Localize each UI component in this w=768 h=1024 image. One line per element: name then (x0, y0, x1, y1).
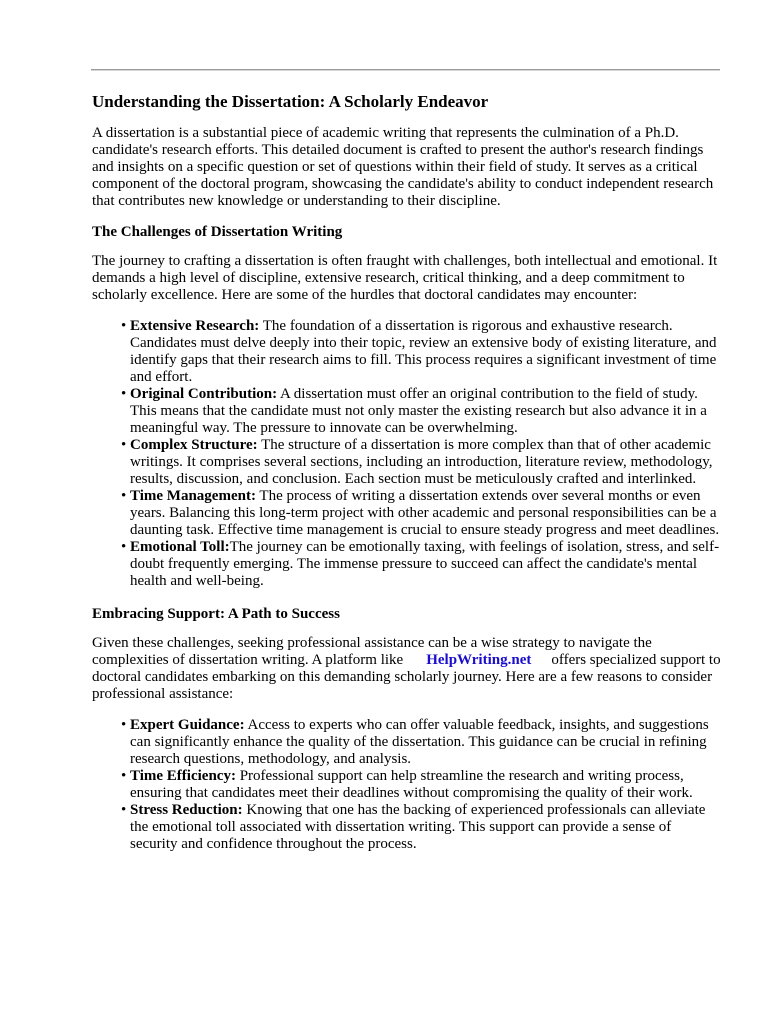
list-item (130, 386, 722, 437)
list-item-text: The journey can be emotionally taxing, with feelings of isolation, stress, and self-doubt frequently emerging. The immense pressure to succeed can affect the candidate's mental health and well-being. (130, 539, 720, 589)
article-content (92, 92, 722, 869)
challenges-list (92, 318, 722, 590)
support-intro-before: Given these challenges, seeking professional assistance can be a wise strategy to navigate the complexities of dissertation writing. A platform like (92, 635, 652, 668)
support-intro (92, 635, 722, 703)
intro-paragraph: A dissertation is a substantial piece of academic writing that represents the culmination of a Ph.D. candidate's research efforts. This detailed document is crafted to present the author's research findings and insights on a specific question or set of questions within their field of study. It serves as a critical component of the doctoral program, showcasing the candidate's ability to conduct independent research that contributes new knowledge or understanding to their discipline. (92, 125, 714, 209)
list-item (130, 539, 722, 590)
list-item (130, 437, 722, 488)
list-item-term: Time Management: (130, 488, 256, 504)
list-item-text: The foundation of a dissertation is rigorous and exhaustive research. Candidates must delve deeply into their topic, review an extensive body of existing literature, and identify gaps that their research aims to fill. This process requires a significant investment of time and effort. (130, 318, 717, 385)
challenges-intro: The journey to crafting a dissertation is often fraught with challenges, both intellectual and emotional. It demands a high level of discipline, extensive research, critical thinking, and a deep commitment to scholarly excellence. Here are some of the hurdles that doctoral candidates may encounter: (92, 253, 718, 303)
list-item-term: Extensive Research: (130, 318, 260, 334)
support-heading: Embracing Support: A Path to Success (92, 606, 340, 622)
list-item (130, 768, 722, 802)
list-item-term: Emotional Toll: (130, 539, 230, 555)
support-intro-after: offers specialized support to doctoral candidates embarking on this demanding scholarly journey. Here are a few reasons to consider professional assistance: (92, 652, 721, 702)
list-item-term: Original Contribution: (130, 386, 278, 402)
list-item-term: Complex Structure: (130, 437, 258, 453)
list-item (130, 318, 722, 386)
page-title: Understanding the Dissertation: A Scholarly Endeavor (92, 92, 489, 111)
list-item (130, 488, 722, 539)
list-item (130, 802, 722, 853)
list-item-text: Knowing that one has the backing of experienced professionals can alleviate the emotional toll associated with dissertation writing. This support can provide a sense of security and confidence throughout the process. (130, 802, 706, 852)
list-item-term: Time Efficiency: (130, 768, 236, 784)
list-item-text: A dissertation must offer an original contribution to the field of study. This means that the candidate must not only master the existing research but also advance it in a meaningful way. The pressure to innovate can be overwhelming. (130, 386, 707, 436)
list-item-text: The structure of a dissertation is more complex than that of other academic writings. It comprises several sections, including an introduction, literature review, methodology, results, discussion, and conclusion. Each section must be meticulously crafted and interlinked. (130, 437, 713, 487)
list-item-term: Expert Guidance: (130, 717, 245, 733)
support-list (92, 717, 722, 853)
top-divider (91, 69, 720, 71)
list-item-text: The process of writing a dissertation extends over several months or even years. Balancing this long-term project with other academic and personal responsibilities can be a daunting task. Effective time management is crucial to ensure steady progress and meet deadlines. (130, 488, 720, 538)
list-item-term: Stress Reduction: (130, 802, 243, 818)
challenges-heading: The Challenges of Dissertation Writing (92, 224, 343, 240)
list-item-text: Professional support can help streamline the research and writing process, ensuring that candidates meet their deadlines without compromising the quality of their work. (130, 768, 693, 801)
list-item-text: Access to experts who can offer valuable feedback, insights, and suggestions can significantly enhance the quality of the dissertation. This guidance can be crucial in refining research questions, methodology, and analysis. (130, 717, 709, 767)
list-item (130, 717, 722, 768)
helpwriting-link[interactable]: HelpWriting.net (426, 652, 532, 668)
